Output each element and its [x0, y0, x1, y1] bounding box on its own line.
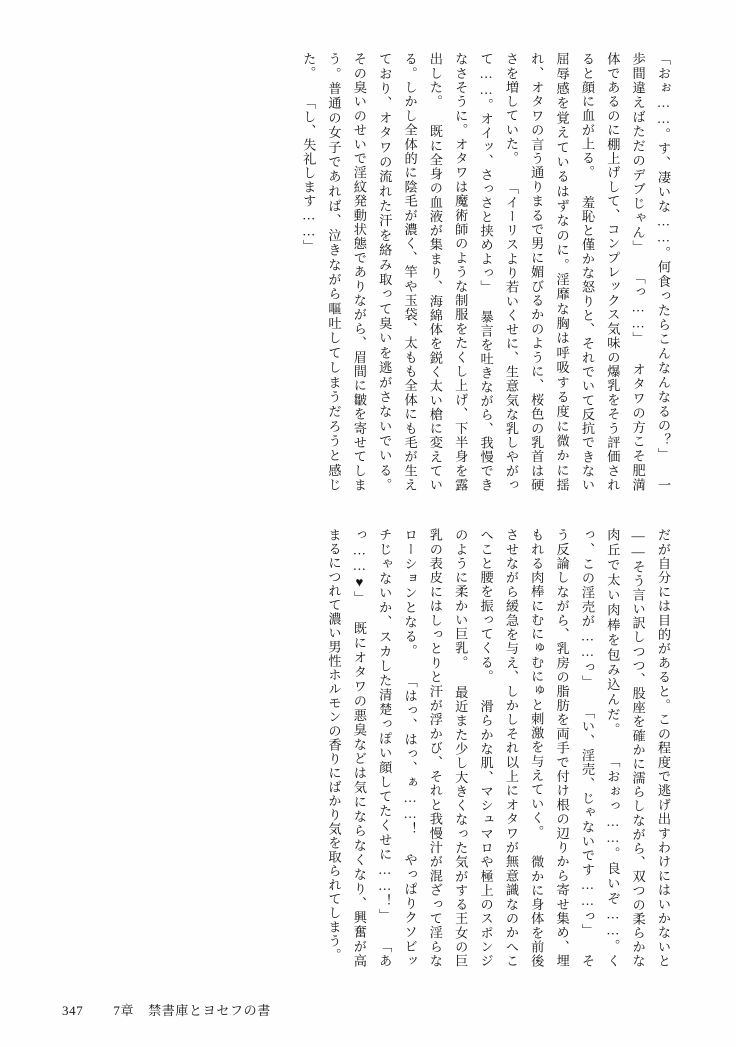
page-number: 347	[62, 1003, 84, 1018]
chapter-label: 7章	[113, 1003, 135, 1018]
upper-column-text: 「おぉ……。す、凄いな……。何食ったらこんなんなるの？」 一歩間違えばただのデブじゃん」 「っ……」 オタワの方こそ肥満体であるのに棚上げして、コンプレックス気味の爆乳をそう評価されると顔に血が上る。 羞恥と僅かな怒りと、それでいて反抗できない屈辱感を覚えているはずなのに。淫靡な胸は呼吸する度に微かに揺れ、オタワの言う通りまるで男に媚びるかのように、桜色の乳首は硬さを増していた。 「イーリスより若いくせに、生意気な乳しやがって……。オイッ、さっさと挟めよっ」 暴言を吐きながら、我慢できなさそうに。オタワは魔術師のような制服をたくし上げ、下半身を露出した。 既に全身の血液が集まり、海綿体を鋭く太い槍に変えている。しかし全体的に陰毛が濃く、竿や玉袋、太もも全体にも毛が生えており、オタワの流れた汗を絡み取って臭いを逃がさないでいる。 その臭いのせいで淫紋発動状態でありながら、眉間に皺を寄せてしまう。普通の女子であれば、泣きながら嘔吐してしまうだろうと感じた。 「し、失礼します……」	[301, 52, 671, 492]
chapter-title: 禁書庫とヨセフの書	[148, 1003, 271, 1018]
lower-column-text: だが自分には目的があると。この程度で逃げ出すわけにはいかないと――そう言い訳しつつ、股座を確かに濡らしながら、双つの柔らかな肉丘で太い肉棒を包み込んだ。 「おぉっ……。良いぞ……。くっ、この淫売が……っ」 「い、淫売、じゃないです……っ」 そう反論しながら、乳房の脂肪を両手で付け根の辺りから寄せ集め、埋もれる肉棒にむにゅむにゅと刺激を与えていく。 微かに身体を前後させながら緩急を与え、しかしそれ以上にオタワが無意識なのかへこへこと腰を振ってくる。 滑らかな肌、マシュマロや極上のスポンジのように柔かい巨乳。 最近また少し大きくなった気がする王女の巨乳の表皮にはしっとりと汗が浮かび、それと我慢汁が混ざって淫らなローションとなる。 「はっ、はっ、ぁ……！ やっぱりクソビッチじゃないか、スカした清楚っぽい顔してたくせに……！」 「あっ……♥」 既にオタワの悪臭などは気にならなくなり、興奮が高まるにつれて濃い男性ホルモンの香りにばかり気を取られてしまう。	[326, 528, 671, 968]
text-column-lower	[76, 528, 676, 968]
page-footer	[62, 1000, 271, 1019]
text-column-upper	[76, 52, 676, 492]
